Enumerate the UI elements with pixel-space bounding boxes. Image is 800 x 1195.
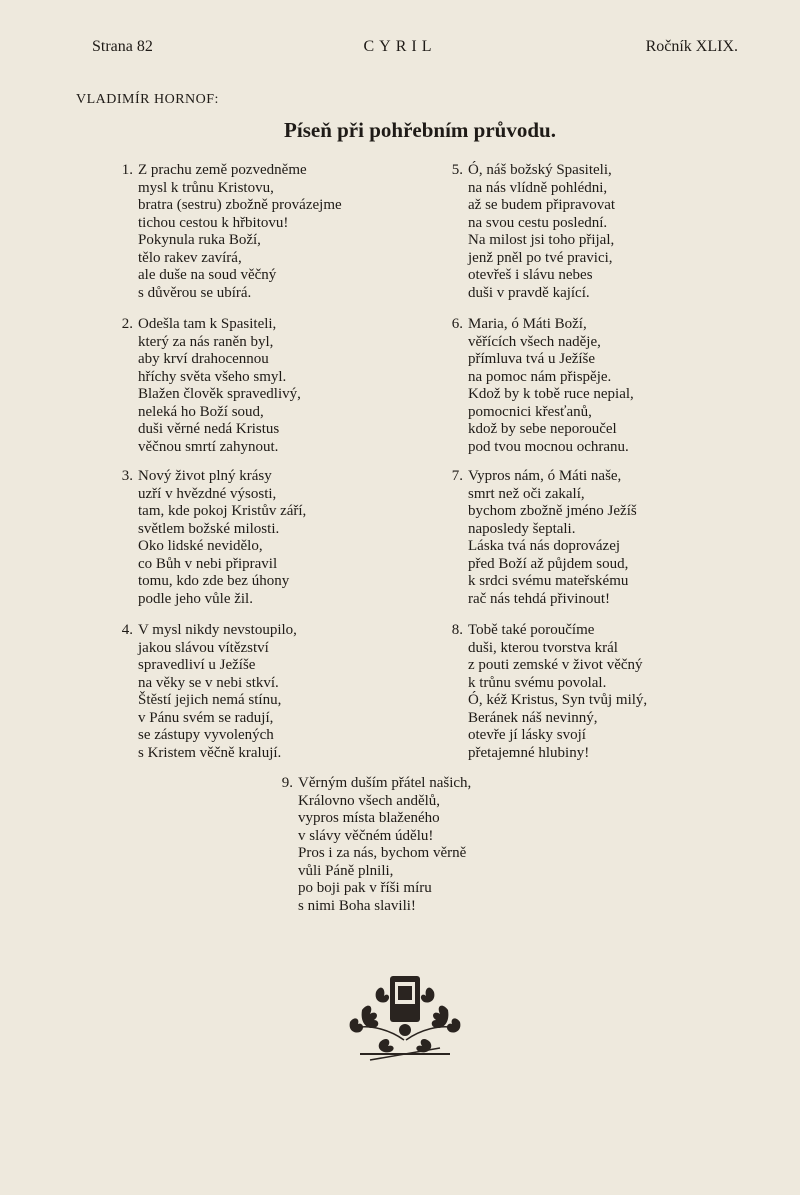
verse-line: na svou cestu poslední. xyxy=(468,214,608,231)
verse-line: světlem božské milosti. xyxy=(138,520,280,537)
verse-line: jenž pněl po tvé pravici, xyxy=(468,249,613,266)
verse-line: Ó, kéž Kristus, Syn tvůj milý, xyxy=(468,692,648,708)
verse-line: pomocnici křesťanů, xyxy=(468,403,592,420)
verse-line: co Bůh v nebi připravil xyxy=(138,555,278,572)
verse-line: na věky se v nebi stkví. xyxy=(138,674,279,691)
stanza-6 xyxy=(451,316,634,456)
verse-line: otevře jí lásky svojí xyxy=(468,727,586,743)
running-head xyxy=(0,38,800,62)
verse-line: tomu, kdo zde bez úhony xyxy=(138,573,290,589)
verse-line: uzří v hvězdné výsosti, xyxy=(138,485,277,502)
author: VLADIMÍR HORNOF: xyxy=(76,92,219,107)
verse-line: aby krví drahocennou xyxy=(138,351,269,367)
verse-line: rač nás tehdá přivinout! xyxy=(468,590,611,607)
verse-line: Blažen člověk spravedlivý, xyxy=(138,386,301,402)
stanza-number: 6. xyxy=(451,316,463,332)
verse-line: bratra (sestru) zbožně provázejme xyxy=(138,197,342,213)
verse-line: duši v pravdě kající. xyxy=(468,284,590,301)
verse-line: duši, kterou tvorstva král xyxy=(468,639,618,656)
verse-line: bychom zbožně jméno Ježíš xyxy=(468,503,637,519)
verse-line: v Pánu svém se radují, xyxy=(138,709,274,726)
verse-line: ale duše na soud věčný xyxy=(138,267,277,283)
verse-line: Královno všech andělů, xyxy=(298,792,441,809)
verse-line: pod tvou mocnou ochranu. xyxy=(468,438,629,455)
verse-line: Věrným duším přátel našich, xyxy=(298,775,472,791)
verse-line: Štěstí jejich nemá stínu, xyxy=(138,692,282,708)
verse-line: Z prachu země pozvedněme xyxy=(138,162,307,178)
page-number: Strana 82 xyxy=(92,38,153,55)
verse-line: vypros místa blaženého xyxy=(298,810,440,826)
verse-line: na nás vlídně pohlédni, xyxy=(468,179,608,196)
verse-line: neleká ho Boží soud, xyxy=(138,403,264,420)
verse-line: kdož by sebe neporoučel xyxy=(468,421,617,437)
stanza-4 xyxy=(121,622,297,762)
verse-line: Oko lidské nevidělo, xyxy=(138,538,263,554)
verse-line: hříchy světa všeho smyl. xyxy=(138,368,287,385)
stanza-9 xyxy=(281,775,472,915)
stanza-number: 7. xyxy=(451,468,463,484)
stanza-7 xyxy=(451,468,637,608)
stanza-5 xyxy=(451,162,616,302)
verse-line: Pros i za nás, bychom věrně xyxy=(298,845,467,861)
stanza-number: 5. xyxy=(451,162,463,178)
verse-line: Kdož by k tobě ruce nepial, xyxy=(468,386,634,402)
verse-line: k srdci svému mateřskému xyxy=(468,573,629,589)
verse-line: V mysl nikdy nevstoupilo, xyxy=(138,622,297,638)
verse-line: otevřeš i slávu nebes xyxy=(468,267,593,283)
verse-line: Tobě také poroučíme xyxy=(468,622,595,638)
verse-line: naposledy šeptali. xyxy=(468,520,576,537)
verse-line: Beránek náš nevinný, xyxy=(468,709,598,726)
verse-line: Ó, náš božský Spasiteli, xyxy=(468,162,612,178)
verse-line: tělo rakev zavírá, xyxy=(138,249,242,266)
verse-line: na pomoc nám přispěje. xyxy=(468,368,612,385)
stanza-number: 4. xyxy=(121,622,133,638)
verse-line: Vypros nám, ó Máti naše, xyxy=(468,468,622,484)
verse-line: s nimi Boha slavili! xyxy=(298,897,416,914)
verse-line: smrt než oči zakalí, xyxy=(468,485,585,502)
verse-line: který za nás raněn byl, xyxy=(138,333,274,350)
verse-line: se zástupy vyvolených xyxy=(138,727,274,743)
verse-line: po boji pak v říši míru xyxy=(298,880,432,896)
verse-line: až se budem připravovat xyxy=(468,197,616,213)
stanza-number: 3. xyxy=(121,468,133,484)
verse-line: Na milost jsi toho přijal, xyxy=(468,232,615,248)
verse-line: s důvěrou se ubírá. xyxy=(138,284,252,301)
stanza-3 xyxy=(121,468,307,608)
verse-line: vůli Páně plnili, xyxy=(298,862,394,879)
verse-line: Pokynula ruka Boží, xyxy=(138,232,261,248)
verse-line: k trůnu svému povolal. xyxy=(468,674,607,691)
verse-line: věčnou smrtí zahynout. xyxy=(138,438,279,455)
stanza-number: 2. xyxy=(121,316,133,332)
verse-line: duši věrné nedá Kristus xyxy=(138,421,280,437)
stanza-8 xyxy=(451,622,648,762)
verse-line: spravedliví u Ježíše xyxy=(138,657,256,673)
volume-label: Ročník XLIX. xyxy=(645,38,738,55)
stanza-number: 8. xyxy=(451,622,463,638)
verse-line: s Kristem věčně kralují. xyxy=(138,744,282,761)
verse-line: věřících všech naděje, xyxy=(468,333,601,350)
verse-line: podle jeho vůle žil. xyxy=(138,590,253,607)
verse-line: před Boží až půjdem soud, xyxy=(468,555,629,572)
stanza-1 xyxy=(121,162,342,302)
verse-line: přímluva tvá u Ježíše xyxy=(468,351,596,367)
stanza-number: 1. xyxy=(121,162,133,178)
wreath-ornament-icon xyxy=(340,962,470,1070)
verse-line: mysl k trůnu Kristovu, xyxy=(138,179,274,196)
poem-title: Píseň při pohřebním průvodu. xyxy=(284,118,556,142)
verse-line: Odešla tam k Spasiteli, xyxy=(138,316,277,332)
verse-line: Nový život plný krásy xyxy=(138,468,272,484)
verse-line: Maria, ó Máti Boží, xyxy=(468,316,587,332)
verse-line: jakou slávou vítězství xyxy=(138,639,269,656)
verse-line: z pouti zemské v život věčný xyxy=(468,657,643,673)
verse-line: tam, kde pokoj Kristův září, xyxy=(138,503,307,519)
verse-line: tichou cestou k hřbitovu! xyxy=(138,214,289,231)
verse-line: přetajemné hlubiny! xyxy=(468,744,590,761)
verse-line: Láska tvá nás doprovázej xyxy=(468,538,621,554)
stanza-number: 9. xyxy=(281,775,293,791)
verse-line: v slávy věčném údělu! xyxy=(298,827,434,844)
stanza-2 xyxy=(121,316,301,456)
journal-title: CYRIL xyxy=(363,38,437,55)
